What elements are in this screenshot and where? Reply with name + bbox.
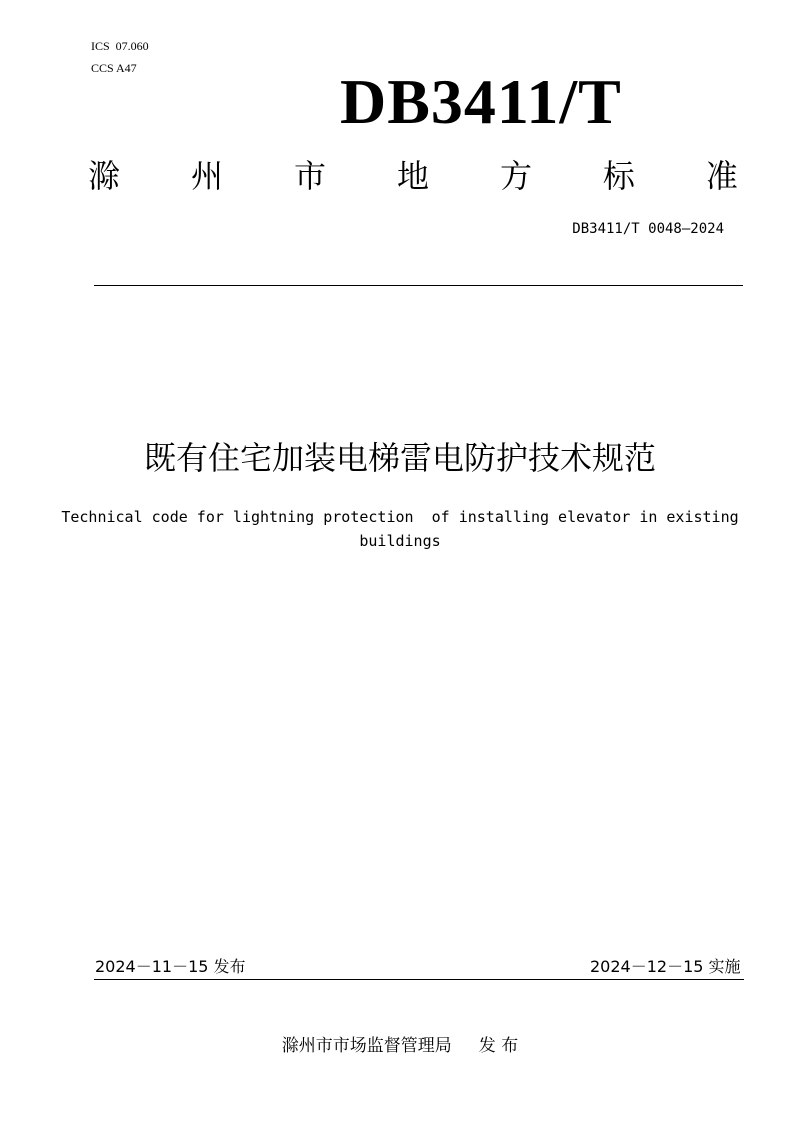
standard-number: DB3411/T 0048—2024 xyxy=(572,221,724,237)
document-title-chinese: 既有住宅加装电梯雷电防护技术规范 xyxy=(143,439,656,477)
header-divider xyxy=(94,285,743,286)
standard-type-char: 市 xyxy=(293,157,326,195)
implement-date: 2024－12－15 实施 xyxy=(590,957,741,976)
footer-divider xyxy=(94,979,744,980)
standard-type-char: 滁 xyxy=(88,157,121,195)
standard-type xyxy=(88,150,738,198)
standard-type-char: 标 xyxy=(602,157,635,195)
standard-type-char: 准 xyxy=(705,157,738,195)
standard-type-char: 方 xyxy=(499,157,532,195)
document-title-english: Technical code for lightning protection of installing elevator in existing buildings xyxy=(61,508,748,550)
standard-type-char: 州 xyxy=(190,157,223,195)
ccs-code: CCS A47 xyxy=(91,61,137,75)
db-standard-code: DB3411/T xyxy=(340,66,622,137)
ics-code: ICS 07.060 xyxy=(91,39,149,53)
issuing-authority: 滁州市市场监督管理局 发 布 xyxy=(281,1036,519,1056)
standard-type-char: 地 xyxy=(396,157,429,195)
publish-date: 2024－11－15 发布 xyxy=(95,957,246,976)
